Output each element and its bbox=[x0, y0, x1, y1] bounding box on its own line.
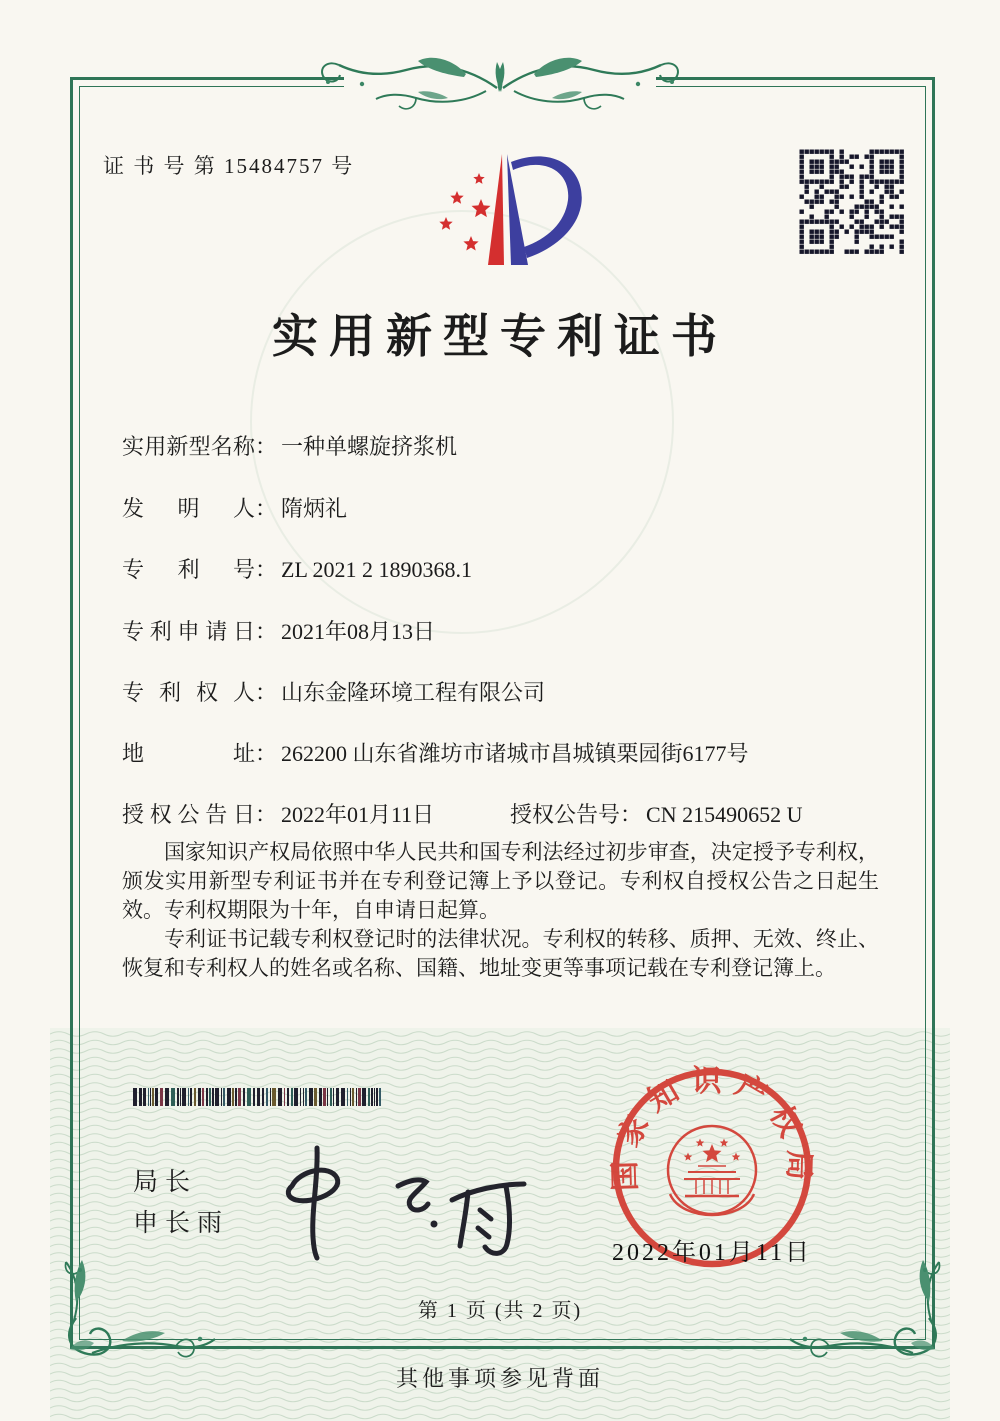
field-label: 专利申请日 bbox=[122, 619, 255, 644]
field-row-patent-number bbox=[122, 553, 902, 584]
field-label: 地址 bbox=[122, 741, 255, 766]
field-row-address bbox=[122, 737, 902, 768]
director-title: 局长 bbox=[133, 1169, 198, 1196]
certificate-number: 证 书 号 第 15484757 号 bbox=[103, 154, 355, 178]
field-row-inventor bbox=[122, 492, 902, 523]
field-colon: ： bbox=[255, 557, 278, 582]
cnipa-logo-icon bbox=[415, 128, 615, 273]
field-label: 专利权人 bbox=[122, 680, 255, 705]
legal-paragraph-2: 专利证书记载专利权登记时的法律状况。专利权的转移、质押、无效、终止、恢复和专利权人的姓名或名称、国籍、地址变更等事项记载在专利登记簿上。 bbox=[122, 927, 879, 980]
logo-red-wedge bbox=[488, 154, 504, 265]
field-value: 一种单螺旋挤浆机 bbox=[281, 434, 458, 459]
field-label: 专利号 bbox=[122, 557, 255, 582]
field-value: CN 215490652 U bbox=[646, 802, 803, 827]
director-name: 申长雨 bbox=[133, 1210, 230, 1237]
legal-paragraph-1: 国家知识产权局依照中华人民共和国专利法经过初步审查，决定授予专利权，颁发实用新型专利证书并在专利登记簿上予以登记。专利权自授权公告之日起生效。专利权期限为十年，自申请日起算。 bbox=[122, 840, 879, 922]
field-colon: ： bbox=[255, 680, 278, 705]
certificate-title: 实用新型专利证书 bbox=[272, 311, 728, 362]
field-label: 授权公告日 bbox=[122, 802, 255, 827]
field-colon: ： bbox=[255, 496, 278, 521]
logo-stars bbox=[439, 173, 490, 251]
field-row-grant-number bbox=[510, 798, 802, 829]
back-side-note: 其他事项参见背面 bbox=[395, 1366, 604, 1391]
legal-text-block bbox=[122, 838, 879, 983]
field-label: 发明人 bbox=[122, 496, 255, 521]
field-row-patentee bbox=[122, 676, 902, 707]
signoff-block bbox=[133, 1162, 229, 1244]
field-label: 实用新型名称 bbox=[122, 434, 255, 459]
field-value: 山东金隆环境工程有限公司 bbox=[281, 680, 546, 705]
field-colon: ： bbox=[255, 619, 278, 644]
national-emblem bbox=[668, 1126, 756, 1215]
seal-ring-text: 国家知识产权局 bbox=[608, 1065, 816, 1192]
field-row-name bbox=[122, 430, 902, 461]
director-signature bbox=[260, 1120, 550, 1280]
field-colon: ： bbox=[620, 802, 643, 827]
field-colon: ： bbox=[255, 434, 278, 459]
field-colon: ： bbox=[255, 741, 278, 766]
barcode bbox=[133, 1088, 386, 1106]
seal-date: 2022年01月11日 bbox=[611, 1240, 813, 1266]
top-border-ornament bbox=[320, 36, 680, 120]
field-label: 授权公告号 bbox=[510, 802, 621, 827]
page-indicator: 第 1 页 (共 2 页) bbox=[417, 1300, 583, 1322]
field-value: 2022年01月11日 bbox=[281, 802, 435, 827]
field-value: 2021年08月13日 bbox=[281, 619, 436, 644]
field-row-filing-date bbox=[122, 615, 902, 646]
field-colon: ： bbox=[255, 802, 278, 827]
field-value: 隋炳礼 bbox=[281, 496, 348, 521]
field-value: 262200 山东省潍坊市诸城市昌城镇栗园街6177号 bbox=[281, 741, 749, 766]
qr-code bbox=[798, 148, 906, 256]
field-value: ZL 2021 2 1890368.1 bbox=[281, 557, 473, 582]
field-row-grant-date bbox=[122, 798, 502, 829]
